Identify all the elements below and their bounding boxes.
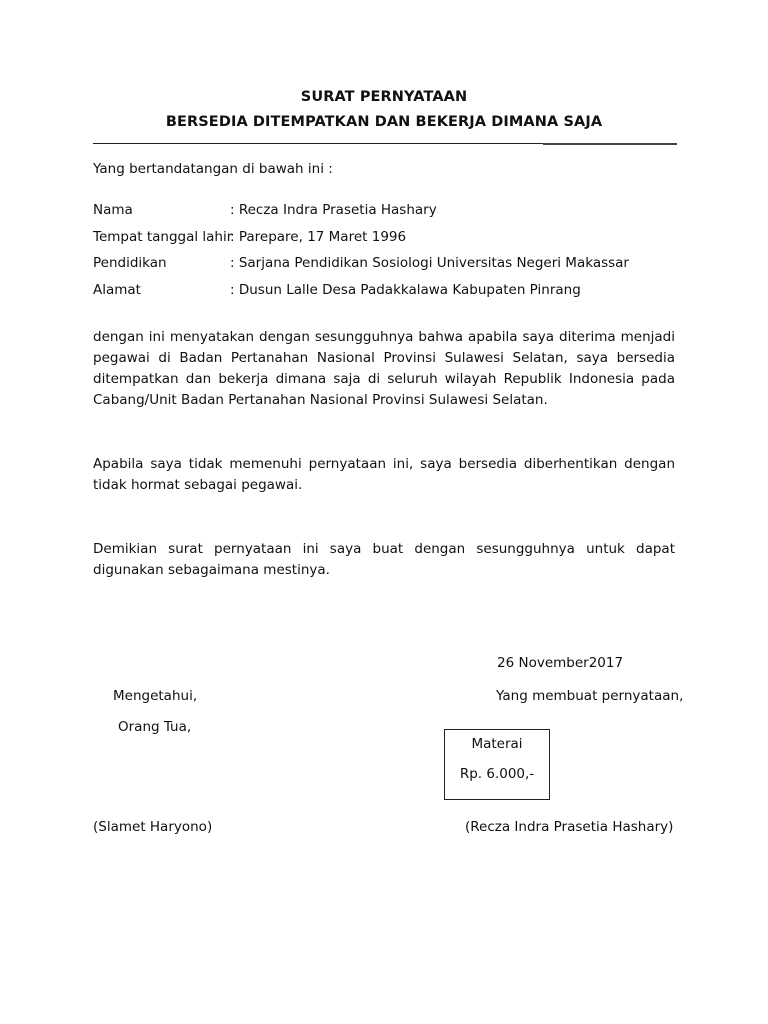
materai-stamp-box xyxy=(444,729,550,800)
left-signer-role: Orang Tua, xyxy=(118,719,192,735)
right-signer-name: (Recza Indra Prasetia Hashary) xyxy=(465,819,674,835)
field-label-alamat: Alamat xyxy=(93,282,141,298)
field-value-alamat: : Dusun Lalle Desa Padakkalawa Kabupaten Pinrang xyxy=(230,282,581,298)
document-title: SURAT PERNYATAAN xyxy=(300,89,468,105)
stamp-label: Materai xyxy=(471,736,523,752)
right-signer-heading: Yang membuat pernyataan, xyxy=(496,688,684,704)
field-value-ttl: : Parepare, 17 Maret 1996 xyxy=(230,229,407,245)
stamp-value: Rp. 6.000,- xyxy=(459,766,535,782)
intro-text: Yang bertandatangan di bawah ini : xyxy=(93,161,333,177)
field-value-nama: : Recza Indra Prasetia Hashary xyxy=(230,202,437,218)
consequence-paragraph: Apabila saya tidak memenuhi pernyataan ini, saya bersedia diberhentikan dengan tidak hormat sebagai pegawai. xyxy=(93,456,675,493)
left-signer-heading: Mengetahui, xyxy=(113,688,198,704)
document-subtitle: BERSEDIA DITEMPATKAN DAN BEKERJA DIMANA SAJA xyxy=(165,114,603,130)
field-label-pendidikan: Pendidikan xyxy=(93,255,167,271)
field-value-pendidikan: : Sarjana Pendidikan Sosiologi Universitas Negeri Makassar xyxy=(230,255,629,271)
signature-date: 26 November2017 xyxy=(497,655,624,671)
left-signer-name: (Slamet Haryono) xyxy=(93,819,213,835)
closing-paragraph: Demikian surat pernyataan ini saya buat dengan sesungguhnya untuk dapat digunakan sebagaimana mestinya. xyxy=(93,541,675,578)
field-label-nama: Nama xyxy=(93,202,133,218)
statement-paragraph: dengan ini menyatakan dengan sesungguhnya bahwa apabila saya diterima menjadi pegawai di Badan Pertanahan Nasional Provinsi Sulawesi Selatan, saya bersedia ditempatkan dan bekerja dimana saja di seluruh wilayah Republik Indonesia pada Cabang/Unit Badan Pertanahan Nasional Provinsi Sulawesi Selatan. xyxy=(93,329,675,408)
title-divider-accent xyxy=(543,143,677,145)
field-label-ttl: Tempat tanggal lahir xyxy=(93,229,233,245)
